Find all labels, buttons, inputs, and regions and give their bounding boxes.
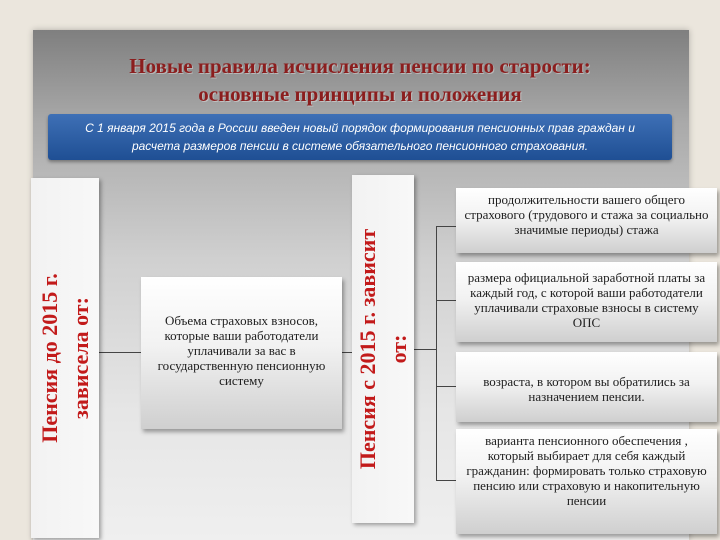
title-line-1: Новые правила исчисления пенсии по старости:: [129, 54, 591, 78]
connector-mid-trunk: [414, 349, 436, 350]
middle-vertical-text: [352, 229, 414, 469]
connector-vertical: [436, 226, 437, 480]
connector-branch-3: [436, 386, 456, 387]
left-label-line-2: зависела от:: [68, 297, 93, 419]
slide-title: [40, 52, 680, 108]
connector-branch-4: [436, 480, 456, 481]
factor-box-salary: размера официальной заработной платы за каждый год, с которой ваши работодатели уплачивали страховые взносы в систему ОПС: [456, 262, 717, 342]
connector-branch-2: [436, 300, 456, 301]
connector-center-mid: [342, 352, 352, 353]
middle-vertical-label: [352, 175, 414, 523]
middle-label-line-1: Пенсия с 2015 г. зависит: [355, 228, 380, 470]
connector-branch-1: [436, 226, 456, 227]
left-label-line-1: Пенсия до 2015 г.: [37, 273, 62, 443]
connector-left-center: [99, 352, 141, 353]
left-vertical-text: [34, 273, 96, 443]
middle-label-line-2: от:: [386, 334, 411, 364]
center-box: Объема страховых взносов, которые ваши работодатели уплачивали за вас в государственную пенсионную систему: [141, 277, 342, 429]
left-vertical-label: [31, 178, 99, 538]
factor-box-age: возраста, в котором вы обратились за назначением пенсии.: [456, 352, 717, 422]
factor-box-stazh: продолжительности вашего общего страхового (трудового и стажа за социально значимые периоды) стажа: [456, 188, 717, 253]
factor-box-pension-option: варианта пенсионного обеспечения , который выбирает для себя каждый гражданин: формировать только страховую пенсию или страховую и накопительную пенсии: [456, 429, 717, 534]
title-line-2: основные принципы и положения: [198, 82, 522, 106]
intro-banner: С 1 января 2015 года в России введен новый порядок формирования пенсионных прав граждан и расчета размеров пенсии в системе обязательного пенсионного страхования.: [48, 114, 672, 160]
